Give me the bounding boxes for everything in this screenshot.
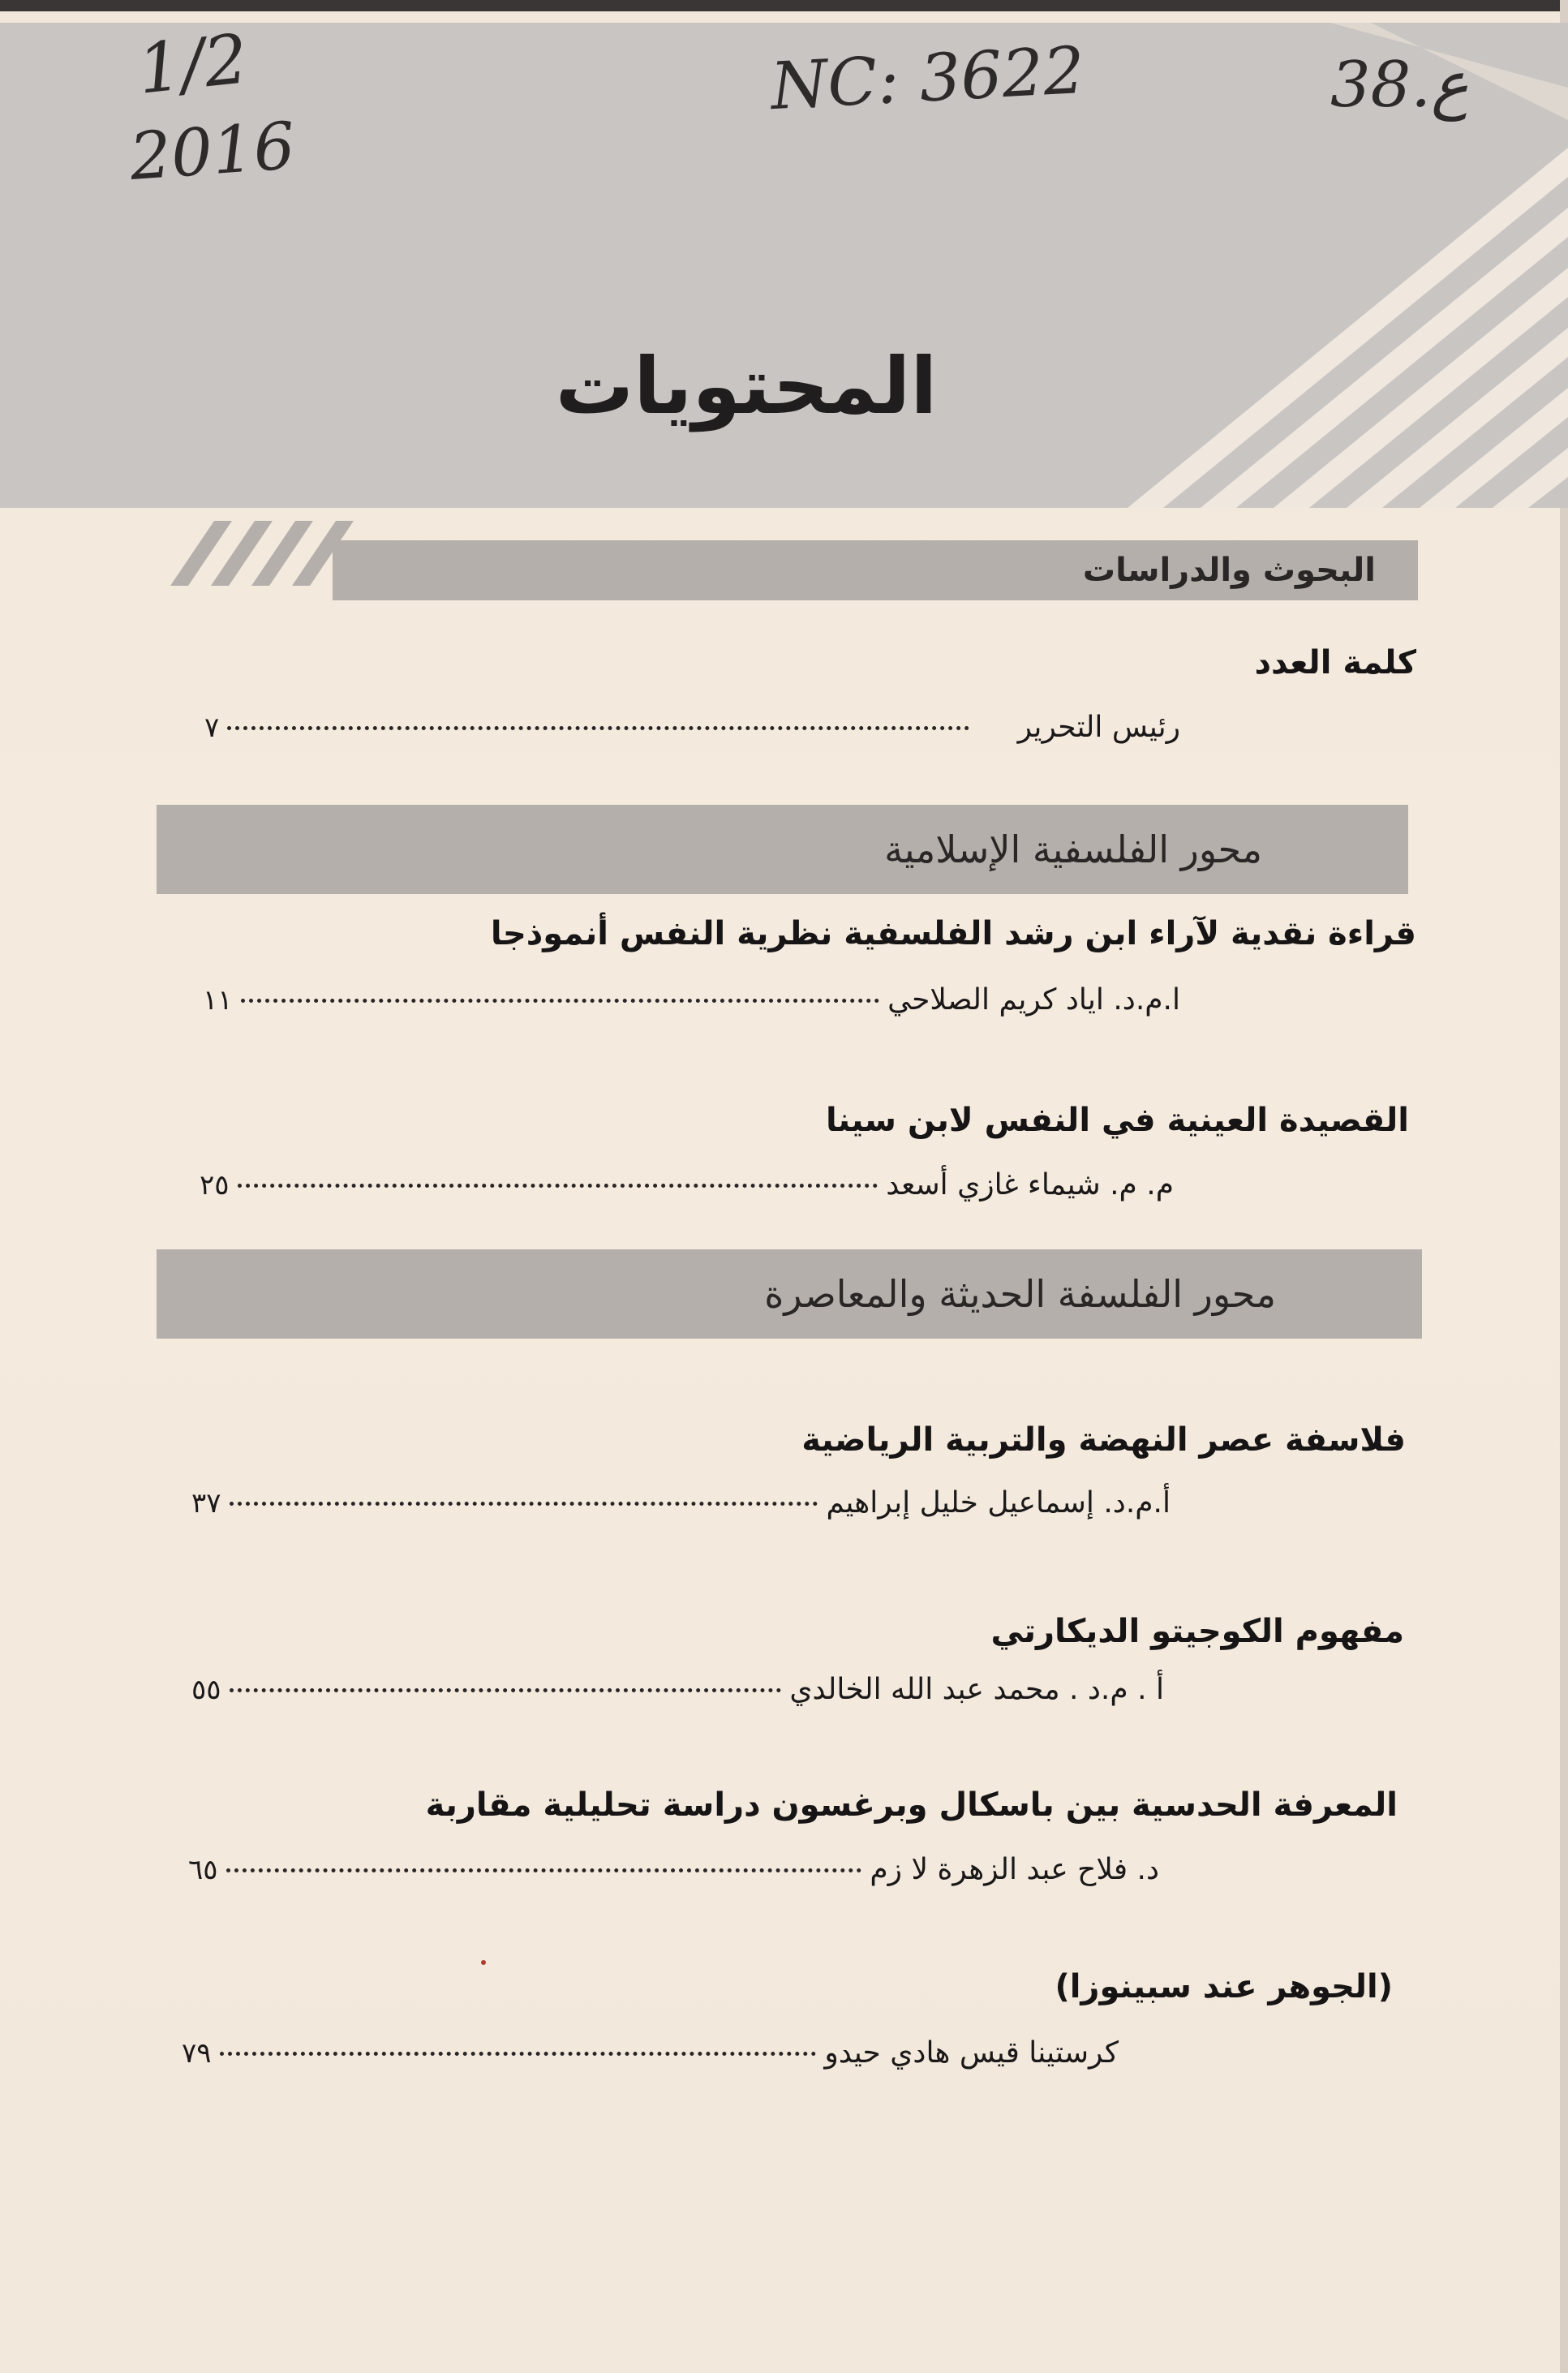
- entry-author: كرستينا قيس هادي حيدو: [824, 2036, 1119, 2070]
- entry-page-number: ٥٥: [191, 1674, 221, 1706]
- handwritten-date-line1: 1/2: [134, 19, 251, 110]
- entry-author: أ.م.د. إسماعيل خليل إبراهيم: [826, 1486, 1171, 1520]
- entry-title: المعرفة الحدسية بين باسكال وبرغسون دراسة تحليلية مقاربة: [425, 1786, 1398, 1824]
- ink-speck: [481, 1960, 486, 1965]
- entry-line: [191, 1486, 1171, 1520]
- leader-dots: [226, 1868, 862, 1872]
- leader-dots: [220, 2052, 817, 2056]
- entry-page-number: ٧: [204, 711, 220, 744]
- entry-line: [191, 1673, 1164, 1706]
- entry-page-number: ٧٩: [182, 2037, 212, 2070]
- leader-dots: [227, 726, 969, 730]
- entry-line: [204, 711, 1180, 744]
- handwritten-nc-number: NC: 3622: [768, 32, 1087, 125]
- entry-author: د. فلاح عبد الزهرة لا زم: [870, 1853, 1159, 1886]
- entry-page-number: ٢٥: [200, 1169, 230, 1202]
- leader-dots: [241, 999, 880, 1003]
- section-islamic-philosophy: محور الفلسفية الإسلامية: [157, 805, 1408, 894]
- entry-title: مفهوم الكوجيتو الديكارتي: [990, 1613, 1404, 1650]
- leader-dots: [230, 1502, 818, 1506]
- leader-dots: [230, 1688, 782, 1692]
- entry-page-number: ٣٧: [191, 1487, 221, 1520]
- entry-author: رئيس التحرير: [1017, 711, 1180, 744]
- entry-line: [188, 1853, 1159, 1886]
- section-research: البحوث والدراسات: [333, 540, 1418, 600]
- entry-title: القصيدة العينية في النفس لابن سينا: [825, 1102, 1409, 1139]
- entry-title: فلاسفة عصر النهضة والتربية الرياضية: [801, 1421, 1406, 1459]
- entry-title: كلمة العدد: [1254, 644, 1416, 681]
- entry-page-number: ١١: [203, 984, 233, 1017]
- section-modern-philosophy: محور الفلسفة الحديثة والمعاصرة: [157, 1249, 1422, 1339]
- top-edge-shadow: [0, 0, 1568, 11]
- handwritten-catalog-code: 38.ع: [1330, 49, 1469, 122]
- entry-author: م. م. شيماء غازي أسعد: [886, 1168, 1174, 1202]
- handwritten-date-line2: 2016: [127, 108, 298, 195]
- entry-author: ا.م.د. اياد كريم الصلاحي: [887, 983, 1180, 1017]
- entry-line: [200, 1168, 1174, 1202]
- entry-line: [182, 2036, 1119, 2070]
- leader-dots: [238, 1184, 879, 1188]
- entry-line: [203, 983, 1180, 1017]
- entry-title: قراءة نقدية لآراء ابن رشد الفلسفية نظرية النفس أنموذجا: [490, 915, 1416, 952]
- entry-title: (الجوهر عند سبينوزا): [1055, 1968, 1393, 2005]
- entry-author: أ . م.د . محمد عبد الله الخالدي: [789, 1673, 1164, 1706]
- page-title: المحتويات: [555, 341, 938, 432]
- entry-page-number: ٦٥: [188, 1854, 218, 1886]
